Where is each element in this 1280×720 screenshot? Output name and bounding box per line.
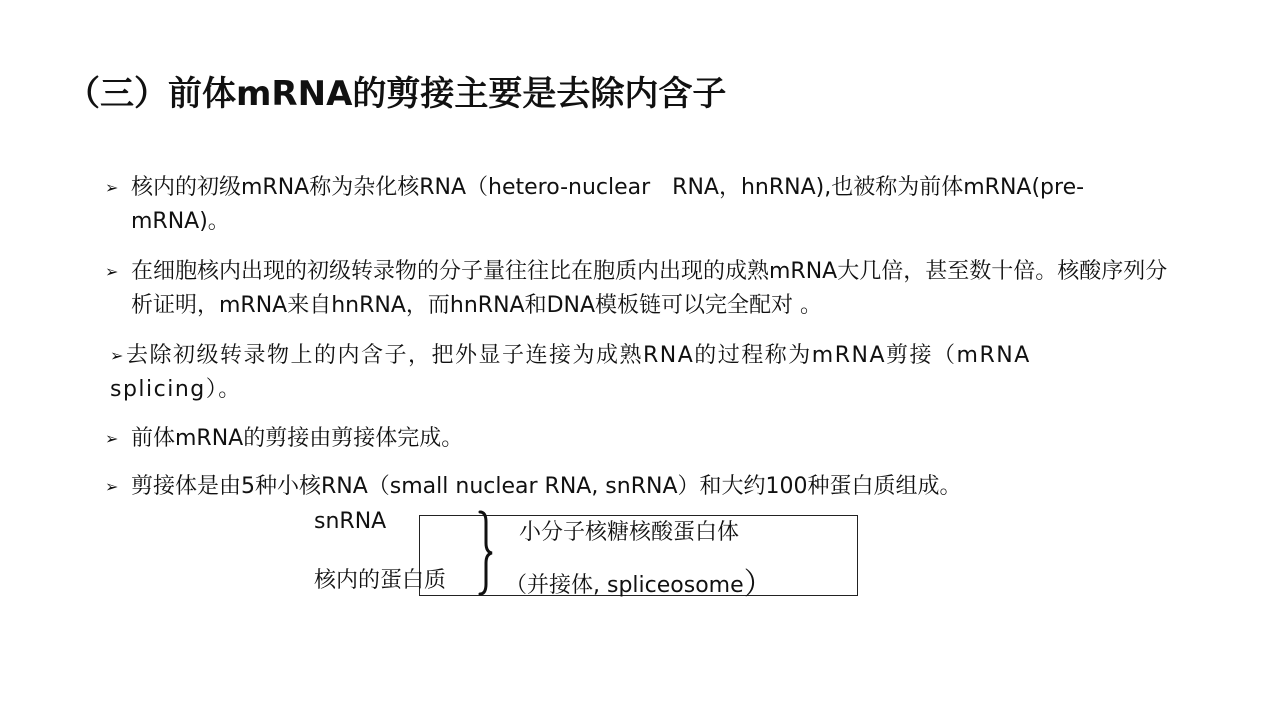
bullet-arrow-icon: ➢ xyxy=(105,477,119,496)
bullet-item xyxy=(110,339,1170,407)
bullet-text: 去除初级转录物上的内含子，把外显子连接为成熟RNA的过程称为mRNA剪接（mRNA splicing）。 xyxy=(110,343,1031,402)
bullet-arrow-icon: ➢ xyxy=(105,429,119,448)
bullet-item xyxy=(105,470,1170,504)
curly-brace-icon xyxy=(477,510,495,596)
slide-title: （三）前体mRNA的剪接主要是去除内含子 xyxy=(66,74,727,114)
closing-paren: ） xyxy=(743,567,774,602)
bullet-arrow-icon: ➢ xyxy=(105,262,119,281)
bullet-arrow-icon: ➢ xyxy=(110,346,125,365)
bullet-text: 前体mRNA的剪接由剪接体完成。 xyxy=(131,426,464,451)
component-label-protein: 核内的蛋白质 xyxy=(314,568,447,593)
spliceosome-name-text: （并接体, spliceosome xyxy=(505,573,744,598)
bullet-text: 核内的初级mRNA称为杂化核RNA（hetero-nuclear RNA，hnRNA),也被称为前体mRNA(pre-mRNA)。 xyxy=(131,175,1085,234)
bullet-text: 剪接体是由5种小核RNA（small nuclear RNA, snRNA）和大约100种蛋白质组成。 xyxy=(131,474,962,499)
bullet-arrow-icon: ➢ xyxy=(105,178,119,197)
component-label-snrna: snRNA xyxy=(314,509,387,534)
bullet-item xyxy=(105,255,1170,323)
bullet-item xyxy=(105,422,1170,456)
spliceosome-name xyxy=(505,559,774,603)
bullet-item xyxy=(105,171,1170,239)
bullet-text: 在细胞核内出现的初级转录物的分子量往往比在胞质内出现的成熟mRNA大几倍，甚至数十倍。核酸序列分析证明，mRNA来自hnRNA，而hnRNA和DNA模板链可以完全配对 。 xyxy=(131,259,1168,318)
spliceosome-description: 小分子核糖核酸蛋白体 xyxy=(519,520,740,545)
